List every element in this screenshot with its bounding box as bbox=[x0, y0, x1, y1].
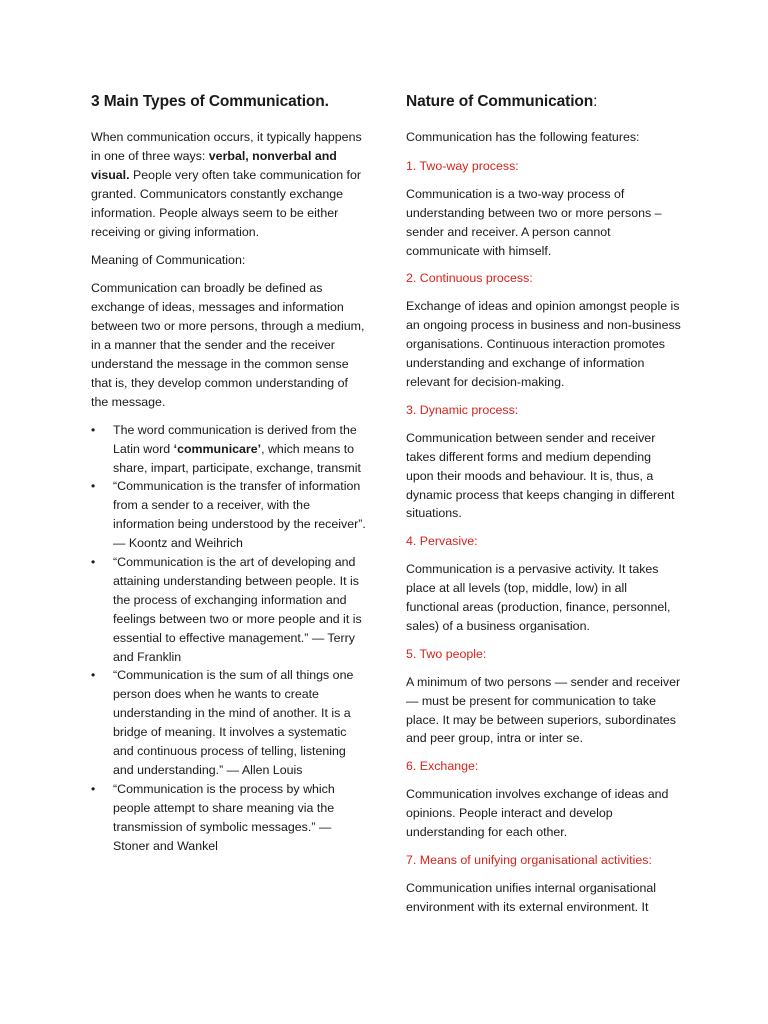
bullet-text: The word communication is derived from the Latin word bbox=[113, 422, 357, 456]
list-item bbox=[91, 477, 366, 553]
list-item bbox=[91, 780, 366, 856]
list-item bbox=[91, 553, 366, 666]
feature-heading: 5. Two people: bbox=[406, 646, 487, 661]
right-column bbox=[406, 92, 681, 926]
bullet-text: It is a bridge of meaning. It involves a systematic and continuous process of telling, listening and understanding.” — Allen Louis bbox=[113, 706, 351, 777]
right-title bbox=[406, 92, 681, 112]
bullet-author: — Stoner and Wankel bbox=[113, 819, 332, 853]
feature-text: Communication involves exchange of ideas and opinions. People interact and develop understanding for each other. bbox=[406, 787, 669, 840]
feature-text: Exchange of ideas and opinion amongst people is an ongoing process in business and non-business organisations. Continuous interaction promotes understanding and exchange of information relevant for decision-making. bbox=[406, 299, 681, 389]
intro-text-a: When communication occurs, it typically happens in one of three ways: bbox=[91, 130, 362, 163]
feature-text: Communication unifies internal organisational environment with its external environment. It bbox=[406, 880, 657, 914]
feature-heading: 2. Continuous process: bbox=[406, 271, 533, 286]
meaning-heading: Meaning of Communication: bbox=[91, 253, 246, 268]
right-title-text: Nature of Communication bbox=[406, 93, 594, 110]
feature-text: Communication between sender and receiver takes different forms and medium depending upon their moods and behaviour. It is, thus, a dynamic process that keeps changing in different situations. bbox=[406, 430, 675, 521]
bullet-quote: “Communication is the art of developing and attaining understanding between people. bbox=[113, 555, 356, 588]
feature-text: Communication is a pervasive activity. It takes place at all levels (top, middle, low) in all functional areas (production, finance, personnel, sales) of a business organisation. bbox=[406, 562, 671, 633]
feature-text: A minimum of two persons — sender and receiver — must be present for communication to take place. It may be between superiors, subordinates and peer group, intra or inter se. bbox=[406, 674, 681, 746]
feature-heading: 1. Two-way process: bbox=[406, 158, 519, 173]
right-title-colon: : bbox=[593, 93, 598, 110]
feature-heading: 7. Means of unifying organisational activities: bbox=[406, 853, 652, 867]
bullet-quote: “Communication is the process by which people attempt to share meaning via the transmission of symbolic messages.” bbox=[113, 781, 335, 834]
bullet-text: , which means to share, impart, participate, exchange, transmit bbox=[113, 441, 361, 475]
meaning-paragraph: Communication can broadly be defined as exchange of ideas, messages and information between two or more persons, through a medium, in a manner that the sender and the receiver understand the message in the common sense that is, they develop common understanding of the message. bbox=[91, 281, 365, 409]
list-item bbox=[91, 421, 366, 478]
feature-heading: 4. Pervasive: bbox=[406, 534, 478, 549]
left-title: 3 Main Types of Communication. bbox=[91, 93, 329, 110]
bullet-text: It is the process of exchanging information and feelings between two or more people and it is essential to effective management.” — Terry and Franklin bbox=[113, 573, 362, 664]
feature-text: Communication is a two-way process of understanding between two or more persons – sender and receiver. A person cannot communicate with himself. bbox=[406, 186, 662, 258]
bullet-quote: “Communication is the sum of all things one person does when he wants to create understanding in the mind of another. bbox=[113, 668, 354, 721]
intro-ways: verbal, nonverbal and visual. bbox=[91, 148, 337, 182]
bullet-quote: “Communication is the transfer of information from a sender to a receiver, with the information being understood by the receiver”. bbox=[113, 479, 366, 532]
feature-heading: 3. Dynamic process: bbox=[406, 402, 519, 417]
intro-paragraph bbox=[91, 128, 366, 241]
latin-word: ‘communicare’ bbox=[173, 441, 262, 456]
list-item bbox=[91, 666, 366, 779]
definition-list bbox=[91, 421, 366, 856]
feature-heading: 6. Exchange: bbox=[406, 759, 479, 774]
left-column bbox=[91, 92, 366, 856]
features-intro: Communication has the following features: bbox=[406, 130, 640, 144]
bullet-author: — Koontz and Weihrich bbox=[113, 536, 243, 551]
intro-text-c: People very often take communication for granted. Communicators constantly exchange information. People always seem to be either receiving or giving information. bbox=[91, 167, 361, 239]
